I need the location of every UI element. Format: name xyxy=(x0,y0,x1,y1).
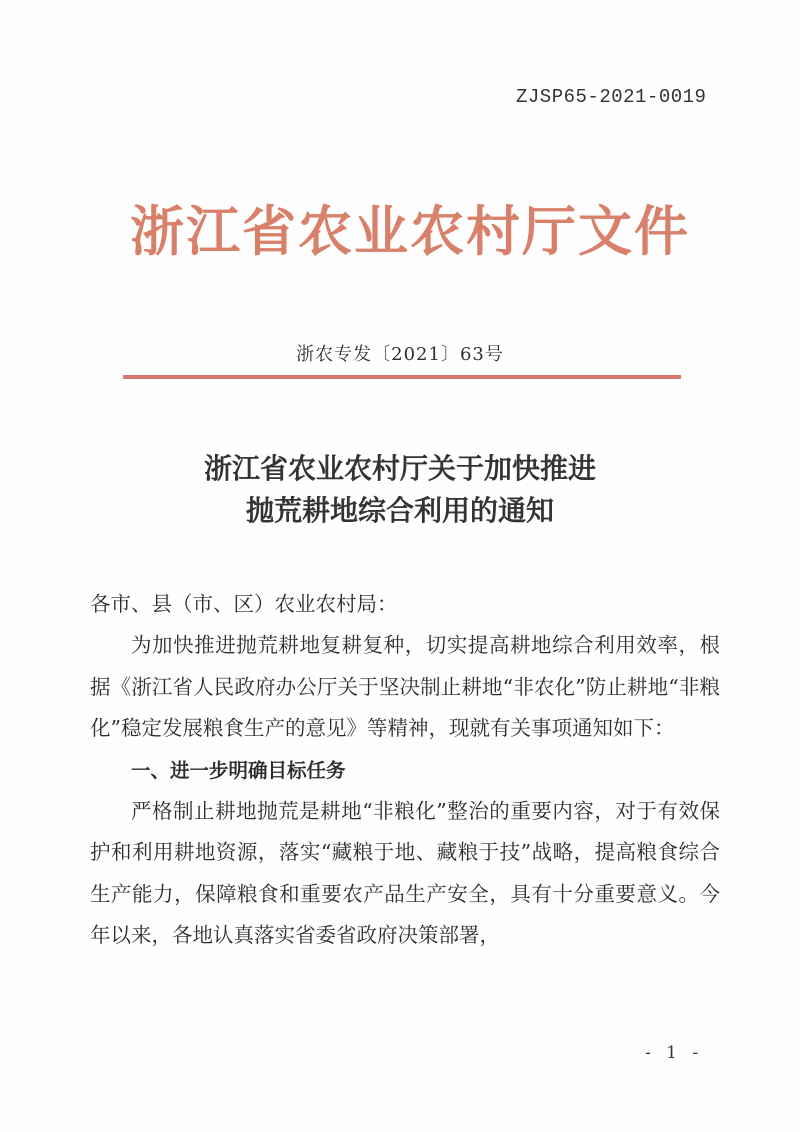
title-line-1: 浙江省农业农村厅关于加快推进 xyxy=(203,452,596,485)
title-line-2: 抛荒耕地综合利用的通知 xyxy=(245,494,554,527)
issue-number: 浙农专发〔2021〕63号 xyxy=(296,344,504,365)
section-heading: 一、进一步明确目标任务 xyxy=(131,758,346,782)
section-paragraph: 严格制止耕地抛荒是耕地“非粮化”整治的重要内容，对于有效保护和利用耕地资源，落实“藏粮于地、藏粮于技”战略，提高粮食综合生产能力，保障粮食和重要农产品生产安全，具有十分重要意义。今年以来，各地认真落实省委省政府决策部署， xyxy=(90,799,720,948)
document-title xyxy=(0,448,800,532)
addressee: 各市、县（市、区）农业农村局： xyxy=(90,592,398,616)
intro-paragraph: 为加快推进抛荒耕地复耕复种，切实提高耕地综合利用效率，根据《浙江省人民政府办公厅关于坚决制止耕地“非农化”防止耕地“非粮化”稳定发展粮食生产的意见》等精神，现就有关事项通知如下： xyxy=(90,633,720,741)
masthead-title: 浙江省农业农村厅文件 xyxy=(130,199,690,263)
red-divider-line xyxy=(123,375,681,379)
document-body xyxy=(90,584,720,957)
document-code: ZJSP65-2021-0019 xyxy=(516,86,707,108)
page-number: - 1 - xyxy=(645,1043,704,1063)
